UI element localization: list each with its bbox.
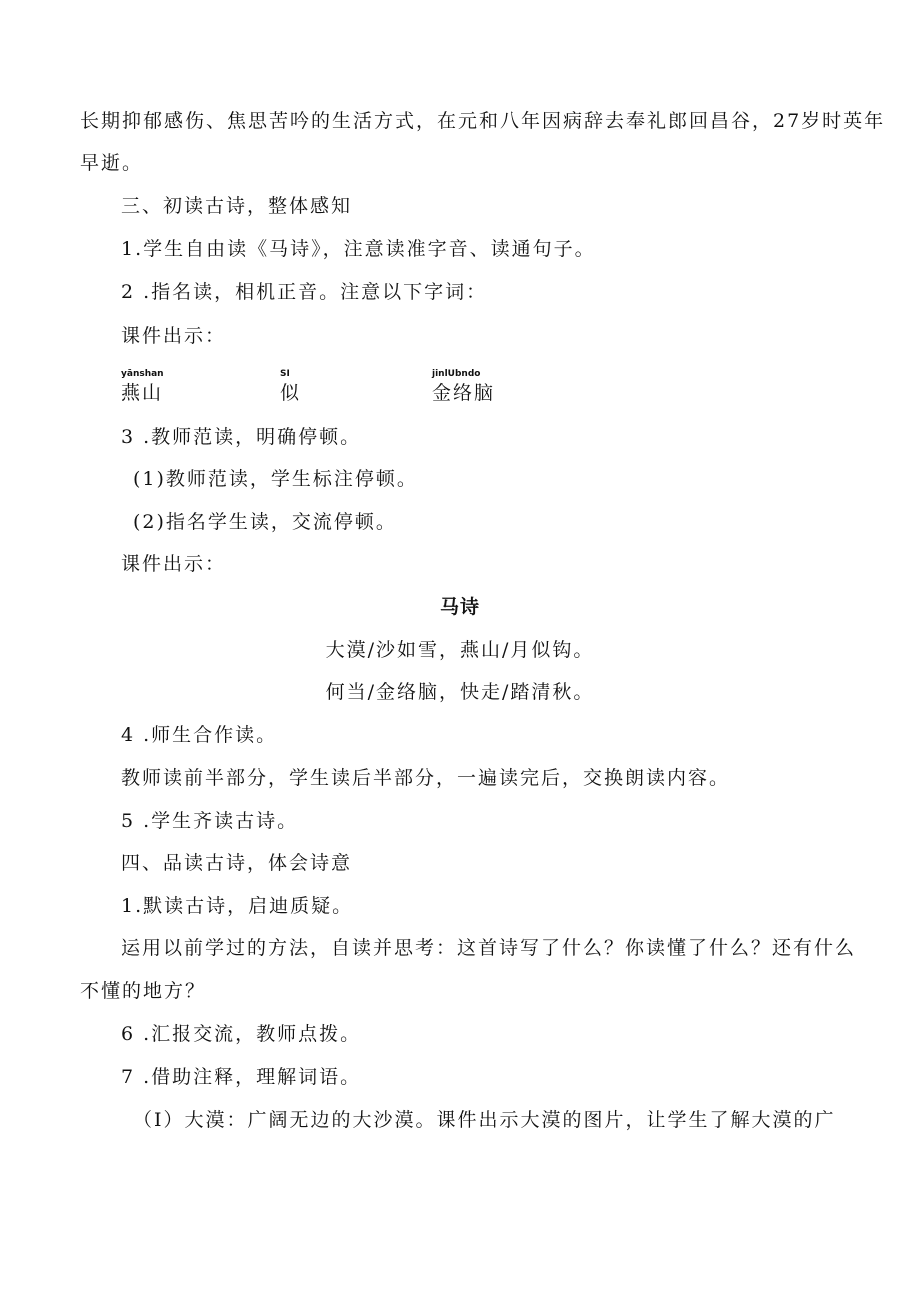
text-line: 不懂的地方？ bbox=[80, 980, 207, 1002]
text-line: 运用以前学过的方法，自读并思考：这首诗写了什么？你读懂了什么？还有什么 bbox=[121, 937, 857, 959]
poem-line: 大漠/沙如雪，燕山/月似钩。 bbox=[325, 639, 595, 661]
poem-title: 马诗 bbox=[439, 596, 480, 618]
text-line: （I）大漠：广阔无边的大沙漠。课件出示大漠的图片，让学生了解大漠的广 bbox=[133, 1109, 836, 1131]
text-line: 3 .教师范读，明确停顿。 bbox=[121, 426, 362, 448]
pinyin-label: jinlUbndo bbox=[432, 369, 481, 379]
text-line: 早逝。 bbox=[80, 152, 144, 174]
text-line: (1)教师范读，学生标注停顿。 bbox=[133, 468, 418, 490]
pinyin-label: yānshan bbox=[121, 369, 164, 379]
poem-line: 何当/金络脑，快走/踏清秋。 bbox=[325, 681, 595, 703]
vocab-word: 似 bbox=[280, 382, 302, 404]
vocab-word: 金络脑 bbox=[432, 382, 496, 404]
text-line: (2)指名学生读，交流停顿。 bbox=[133, 511, 397, 533]
section-heading: 四、品读古诗，体会诗意 bbox=[121, 852, 353, 874]
text-line: 长期抑郁感伤、焦思苦吟的生活方式，在元和八年因病辞去奉礼郎回昌谷，27岁时英年 bbox=[80, 110, 886, 132]
text-line: 6 .汇报交流，教师点拨。 bbox=[121, 1023, 362, 1045]
text-line: 教师读前半部分，学生读后半部分，一遍读完后，交换朗读内容。 bbox=[121, 767, 731, 789]
text-line: 1.学生自由读《马诗》，注意读准字音、读通句子。 bbox=[121, 238, 596, 260]
text-line: 1.默读古诗，启迪质疑。 bbox=[121, 895, 354, 917]
text-line: 课件出示： bbox=[121, 325, 227, 347]
text-line: 5 .学生齐读古诗。 bbox=[121, 810, 299, 832]
text-line: 7 .借助注释，理解词语。 bbox=[121, 1066, 362, 1088]
text-line: 课件出示： bbox=[121, 553, 227, 575]
section-heading: 三、初读古诗，整体感知 bbox=[121, 195, 353, 217]
pinyin-label: SI bbox=[280, 369, 290, 379]
text-line: 2 .指名读，相机正音。注意以下字词： bbox=[121, 281, 488, 303]
vocab-word: 燕山 bbox=[121, 382, 164, 404]
text-line: 4 .师生合作读。 bbox=[121, 724, 278, 746]
